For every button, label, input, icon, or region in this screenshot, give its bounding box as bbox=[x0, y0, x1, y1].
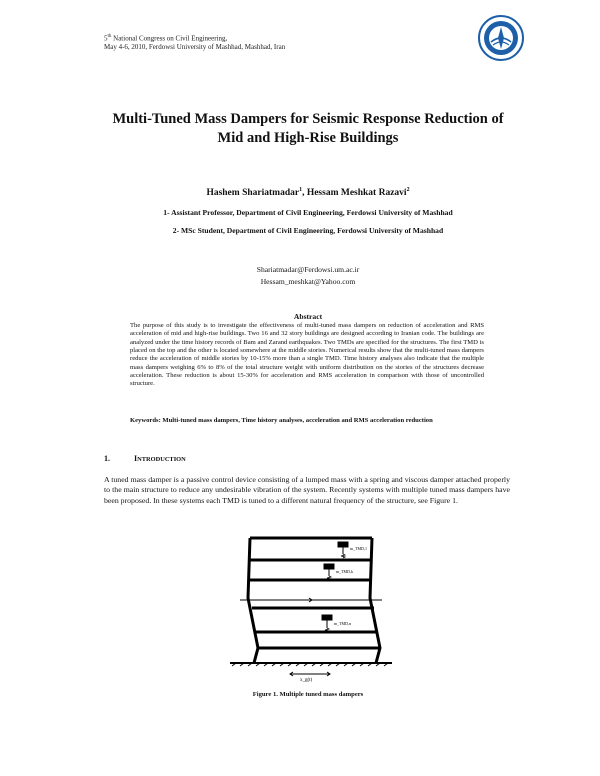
email-2[interactable]: Hessam_meshkat@Yahoo.com bbox=[260, 277, 356, 286]
abstract-heading: Abstract bbox=[293, 312, 323, 321]
tmd-building-figure bbox=[220, 528, 402, 684]
author-1: Hashem Shariatmadar bbox=[206, 188, 300, 199]
paper-title: Multi-Tuned Mass Dampers for Seismic Response Reduction of Mid and High-Rise Buildings bbox=[112, 111, 504, 146]
tmd-label-low: m_TMD,n bbox=[334, 621, 351, 626]
author-list: Hashem Shariatmadar$^1$, Hessam Meshkat Razavi$^2$ bbox=[206, 187, 410, 199]
conference-header: 5th National Congress on Civil Engineering, May 4-6, 2010, Ferdowsi University of Mashhad, Mashhad, Iran bbox=[104, 34, 286, 51]
keywords: Keywords: Multi-tuned mass dampers, Time history analyses, acceleration and RMS acceleration reduction bbox=[130, 417, 433, 424]
intro-paragraph: A tuned mass damper is a passive control device consisting of a lumped mass with a spring and viscous damper attached properly to the main structure to reduce any undesirable vibration of the system. Recently systems with multiple tuned mass dampers have been proposed. In these systems each TMD is tuned to a different natural frequency of the structure, see Figure 1. bbox=[104, 475, 510, 505]
email-1[interactable]: Shariatmadar@Ferdowsi.um.ac.ir bbox=[256, 265, 360, 274]
conference-date: May 4-6, 2010, Ferdowsi University of Mashhad, Mashhad, Iran bbox=[104, 42, 286, 51]
ground-motion-label: x_g(t) bbox=[300, 678, 313, 683]
university-logo-icon bbox=[477, 14, 525, 62]
abstract-text: The purpose of this study is to investigate the effectiveness of multi-tuned mass dampers on reduction of acceleration and RMS acceleration of mid and high-rise buildings. Two 16 and 32 story buildings are designed according to Iranian code. The buildings are analyzed under the time history records of Bam and Zarand earthquakes. Two TMDs are specified for the structures. The first TMD is placed on the top and the other is located somewhere at the middle stories. Numerical results show that the multi-tuned mass dampers reduce the acceleration of middle stories by 10-15% more than a single TMD. Time history analyses also indicate that the multiple mass dampers weighing 6% to 8% of the total structure weight with uniform distribution on the stories of the structures decrease acceleration. These reduction is about 15-30% for acceleration and RMS acceleration in comparison with those of uncontrolled structure. bbox=[130, 322, 484, 388]
tmd-label-mid: m_TMD,k bbox=[336, 569, 353, 574]
affiliation-2: 2- MSc Student, Department of Civil Engineering, Ferdowsi University of Mashhad bbox=[172, 226, 444, 235]
tmd-label-top: m_TMD,1 bbox=[350, 546, 367, 551]
affiliation-1: 1- Assistant Professor, Department of Civil Engineering, Ferdowsi University of Mashhad bbox=[163, 208, 453, 217]
section-heading: 1. INTRODUCTION bbox=[104, 454, 186, 463]
author-2: Hessam Meshkat Razavi bbox=[306, 188, 407, 199]
figure-caption: Figure 1. Multiple tuned mass dampers bbox=[252, 691, 364, 698]
